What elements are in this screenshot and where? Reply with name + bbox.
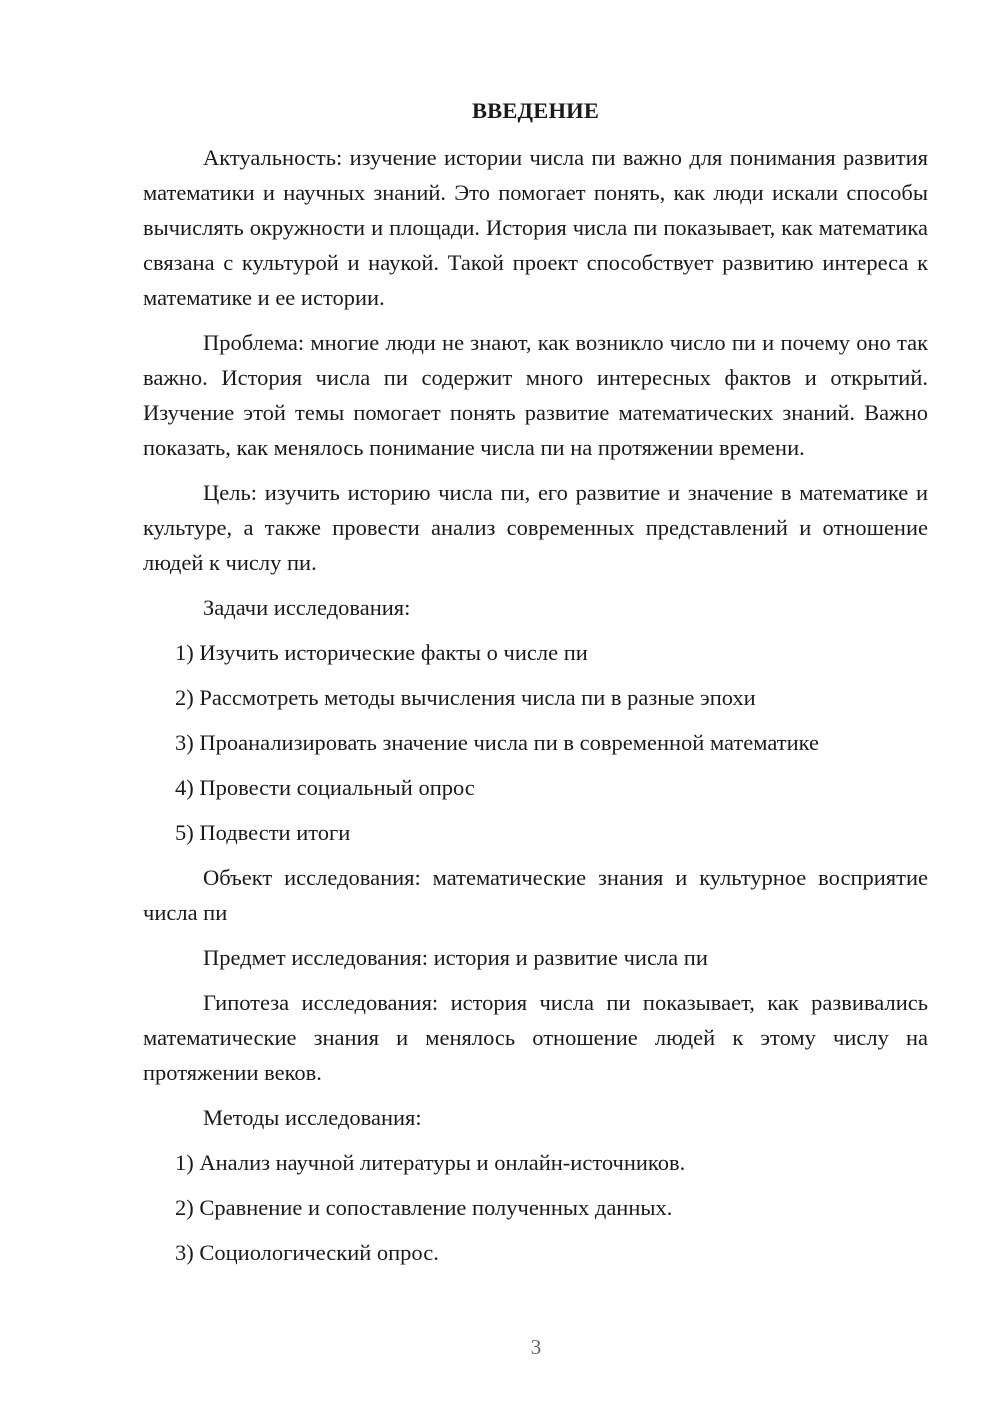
paragraph-subject: Предмет исследования: история и развитие числа пи bbox=[203, 945, 708, 970]
list-item: 1) Изучить исторические факты о числе пи bbox=[175, 640, 588, 665]
paragraph-relevance: Актуальность: изучение истории числа пи важно для понимания развития математики и научных знаний. Это помогает понять, как люди искали способы вычислять окружности и площади. История числа пи показывает, как математика связана с культурой и наукой. Такой проект способствует развитию интереса к математике и ее истории. bbox=[143, 145, 928, 310]
paragraph-object: Объект исследования: математические знания и культурное восприятие числа пи bbox=[143, 865, 928, 925]
list-item: 5) Подвести итоги bbox=[175, 820, 351, 845]
paragraph-tasks-intro: Задачи исследования: bbox=[203, 595, 411, 620]
tasks-list bbox=[143, 635, 928, 850]
list-item: 2) Рассмотреть методы вычисления числа пи в разные эпохи bbox=[175, 685, 756, 710]
section-heading: ВВЕДЕНИЕ bbox=[471, 98, 600, 123]
paragraph-goal: Цель: изучить историю числа пи, его развитие и значение в математике и культуре, а также провести анализ современных представлений и отношение людей к числу пи. bbox=[143, 480, 928, 575]
paragraph-methods-intro: Методы исследования: bbox=[203, 1105, 422, 1130]
list-item: 2) Сравнение и сопоставление полученных данных. bbox=[175, 1195, 673, 1220]
list-item: 3) Проанализировать значение числа пи в современной математике bbox=[175, 730, 819, 755]
methods-list bbox=[143, 1145, 928, 1270]
paragraph-hypothesis: Гипотеза исследования: история числа пи показывает, как развивались математические знания и менялось отношение людей к этому числу на протяжении веков. bbox=[143, 990, 928, 1085]
list-item: 1) Анализ научной литературы и онлайн-источников. bbox=[175, 1150, 686, 1175]
list-item: 4) Провести социальный опрос bbox=[175, 775, 475, 800]
list-item: 3) Социологический опрос. bbox=[175, 1240, 439, 1265]
page-number: 3 bbox=[530, 1335, 542, 1359]
paragraph-problem: Проблема: многие люди не знают, как возникло число пи и почему оно так важно. История числа пи содержит много интересных фактов и открытий. Изучение этой темы помогает понять развитие математических знаний. Важно показать, как менялось понимание числа пи на протяжении времени. bbox=[143, 330, 928, 460]
page-content bbox=[143, 96, 928, 1280]
